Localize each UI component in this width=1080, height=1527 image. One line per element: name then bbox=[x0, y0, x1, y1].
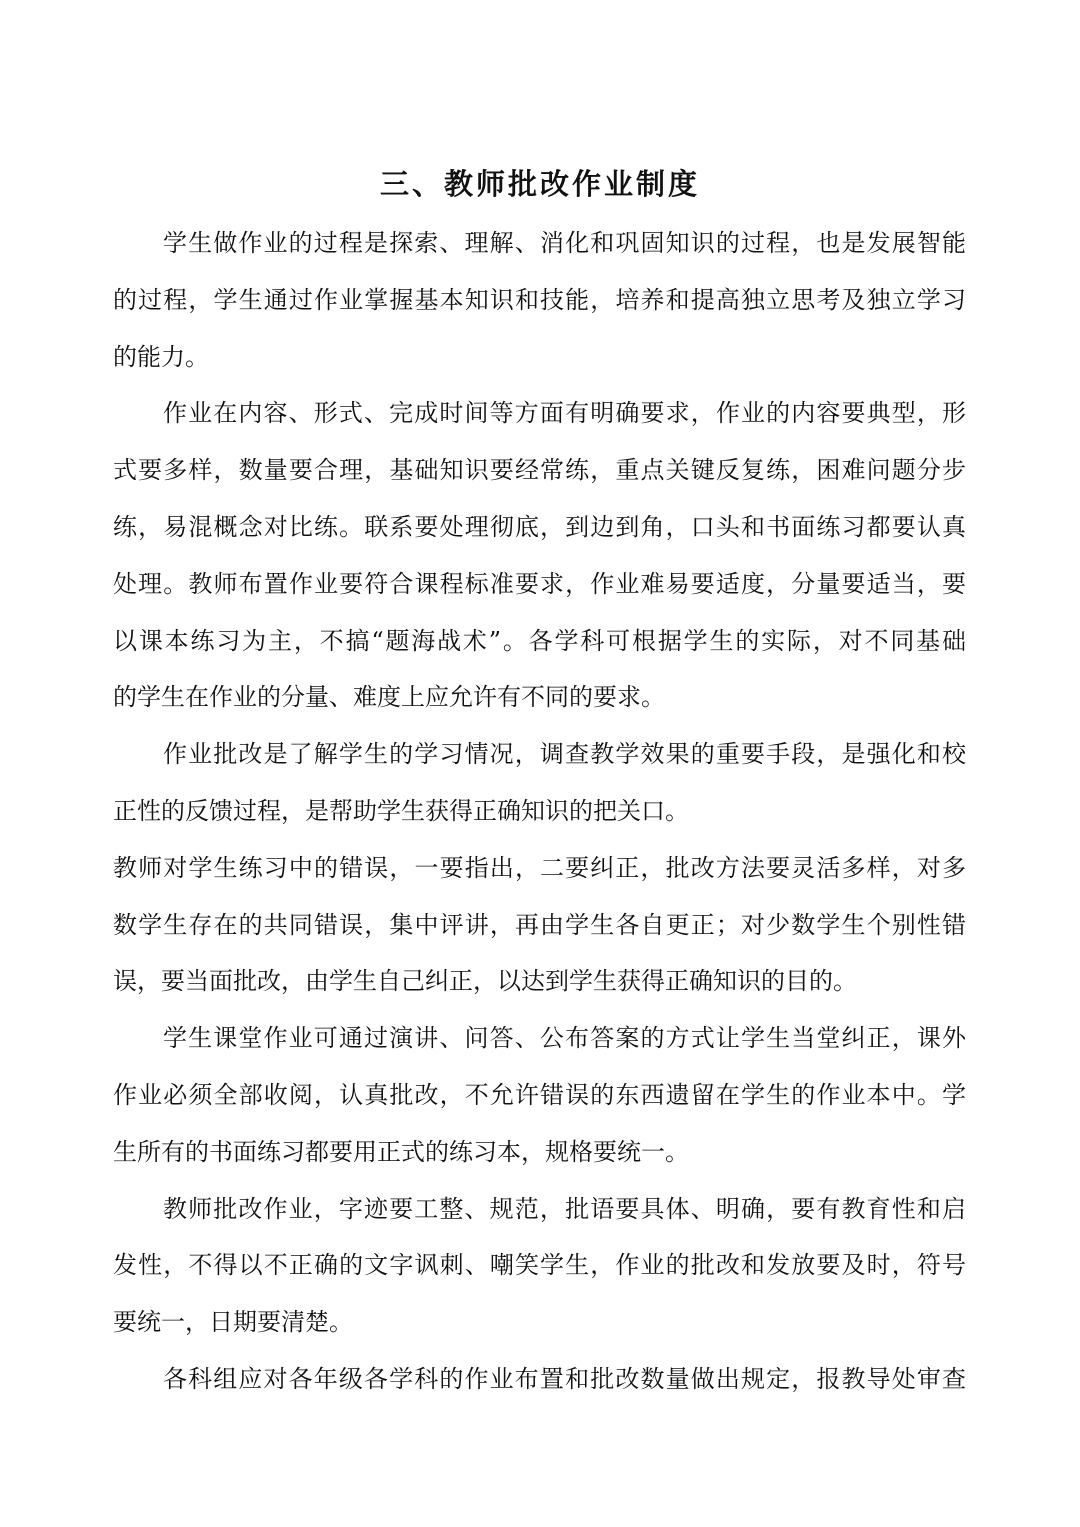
paragraph bbox=[113, 215, 966, 385]
text-line: 教师对学生练习中的错误，一要指出，二要纠正，批改方法要灵活多样，对多 bbox=[113, 853, 966, 882]
text-line: 练，易混概念对比练。联系要处理彻底，到边到角，口头和书面练习都要认真 bbox=[113, 512, 966, 541]
text-line: 的能力。 bbox=[113, 342, 209, 371]
text-line: 作业批改是了解学生的学习情况，调查教学效果的重要手段，是强化和校 bbox=[163, 740, 966, 769]
paragraph bbox=[113, 1351, 966, 1408]
text-line: 数学生存在的共同错误，集中评讲，再由学生各自更正；对少数学生个别性错 bbox=[113, 910, 966, 939]
paragraph bbox=[113, 1181, 966, 1351]
text-line: 作业必须全部收阅，认真批改，不允许错误的东西遗留在学生的作业本中。学 bbox=[113, 1080, 966, 1109]
text-line: 生所有的书面练习都要用正式的练习本，规格要统一。 bbox=[113, 1137, 689, 1166]
text-line: 的过程，学生通过作业掌握基本知识和技能，培养和提高独立思考及独立学习 bbox=[113, 285, 966, 314]
text-line: 要统一，日期要清楚。 bbox=[113, 1308, 353, 1337]
text-line: 的学生在作业的分量、难度上应允许有不同的要求。 bbox=[113, 683, 665, 712]
text-line: 作业在内容、形式、完成时间等方面有明确要求，作业的内容要典型，形 bbox=[163, 399, 966, 428]
text-line: 式要多样，数量要合理，基础知识要经常练，重点关键反复练，困难问题分步 bbox=[113, 456, 966, 485]
paragraph bbox=[113, 726, 966, 840]
text-line: 误，要当面批改，由学生自己纠正，以达到学生获得正确知识的目的。 bbox=[113, 967, 857, 996]
paragraph bbox=[113, 385, 966, 726]
text-line: 各科组应对各年级各学科的作业布置和批改数量做出规定，报教导处审查 bbox=[163, 1364, 966, 1393]
paragraph bbox=[113, 840, 966, 1010]
document-title: 三、教师批改作业制度 bbox=[379, 167, 700, 201]
text-line: 学生课堂作业可通过演讲、问答、公布答案的方式让学生当堂纠正，课外 bbox=[163, 1024, 966, 1053]
text-line: 发性，不得以不正确的文字讽刺、嘲笑学生，作业的批改和发放要及时，符号 bbox=[113, 1251, 966, 1280]
text-line: 以课本练习为主，不搞“题海战术”。各学科可根据学生的实际，对不同基础 bbox=[113, 626, 966, 655]
document-body bbox=[113, 215, 966, 1408]
text-line: 正性的反馈过程，是帮助学生获得正确知识的把关口。 bbox=[113, 796, 689, 825]
text-line: 教师批改作业，字迹要工整、规范，批语要具体、明确，要有教育性和启 bbox=[163, 1194, 966, 1223]
paragraph bbox=[113, 1010, 966, 1180]
text-line: 学生做作业的过程是探索、理解、消化和巩固知识的过程，也是发展智能 bbox=[163, 229, 966, 257]
text-line: 处理。教师布置作业要符合课程标准要求，作业难易要适度，分量要适当，要 bbox=[113, 569, 966, 598]
